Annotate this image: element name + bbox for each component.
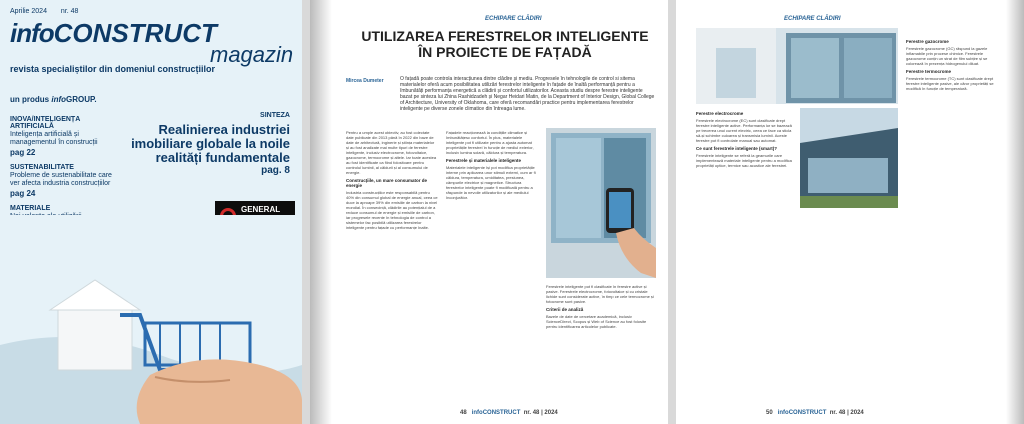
producer-prefix: un produs (10, 95, 50, 104)
article-column-3 (546, 284, 656, 404)
page3-column-2 (800, 108, 898, 406)
footer-brand: infoCONSTRUCT (777, 410, 827, 416)
page-spine-shadow (1006, 0, 1024, 424)
page-number: 50 (766, 410, 773, 416)
section-heading: INOVA/INTELIGENȚA ARTIFICIALĂ (10, 116, 80, 130)
section-page: pag 22 (10, 148, 36, 157)
article-title: UTILIZAREA FERESTRELOR INTELIGENTE ÎN PROIECTE DE FAȚADĂ (361, 28, 649, 60)
section-heading: MATERIALE (10, 205, 51, 212)
paragraph: Bazele de date de cercetare academică, inclusiv ScienceDirect, Scopus și Web of Science au fost folosite pentru identificarea articolelor publicate. (546, 314, 647, 329)
paragraph: Ferestrele inteligente pot fi clasificate în ferestre active și pasive. Ferestrele electrocrome, fotovoltaice și cu cristale lichide sunt considerate active, în timp ce cele termocrome și fotocrome sunt pasive. (546, 284, 654, 304)
page-footer (766, 410, 864, 416)
article-category: ECHIPARE CLĂDIRI (784, 16, 841, 22)
cover-illustration (0, 215, 302, 424)
page-footer (460, 410, 558, 416)
producer-group: GROUP. (66, 95, 97, 104)
ad-line1: GENERAL (241, 205, 281, 214)
section-heading: Criterii de analiză (546, 307, 584, 312)
article-page-48 (310, 0, 668, 424)
logo-tagline: revista specialiștilor din domeniul construcțiilor (10, 64, 216, 74)
paragraph: Ferestrele inteligente se referă la geamurile care implementează materiale inteligente pentru a modifica proprietăți optice, termice sau acustice ale ferestrei. (696, 153, 792, 168)
article-column-1 (346, 130, 438, 405)
logo-info: info (10, 18, 54, 48)
modern-building-photo (800, 108, 898, 208)
magazine-logo (10, 18, 295, 96)
producer-band (0, 92, 302, 108)
article-lead: O fațadă poate controla interacțiunea dintre clădire și mediu. Progresele în tehnologile de control si sitema materialelor oferă acum posibilitatea utilizări ferestrelor inteligente în fațade de înaltă performanță pentru a îmbunătăți performanța energetică a clădirii și confortul utilizatorilor. Aceasta studiu despre ferestre inteligente bazat pe sinteza lui Zhina Rashidzadeh și Negar Heidari Matin, de la Department of Interior Design, Global College of Architecture, University of Oklahoma, care oferă recomandări practice pentru implementarea ferestrelor inteligente pe diverse zonele climatice din întreaga lume. (400, 76, 655, 112)
article-category: ECHIPARE CLĂDIRI (485, 16, 542, 22)
logo-construct: CONSTRUCT (53, 18, 217, 48)
paragraph: Materialele inteligente își pot modifica proprietățile interne prin aplicarea unor stimuli externi, cum ar fi căldura, temperatura, umiditatea, presiunea, câmpurile electrice și magnetice. Structura ferestrelor inteligente poate fi modificată pentru a răspunde la nevoile utilizatorilor și ale mediului înconjurător. (446, 165, 536, 200)
cover-feature (122, 112, 298, 176)
footer-brand: infoCONSTRUCT (471, 410, 521, 416)
magazine-cover (0, 0, 302, 424)
article-author: Mircea Dumeter (346, 78, 384, 84)
footer-issue: nr. 48 | 2024 (523, 410, 558, 416)
section-heading: Construcțiile, un mare consumator de energie (346, 178, 428, 188)
paragraph: Ferestrele gazocrome (GC) răspund la gazele inflamabile prin procese chimice. Ferestrele gazocrome conțin un strat de film subțire și se colorează în prezența hidrogenului diluat. (906, 46, 988, 66)
smart-window-photo (546, 128, 656, 278)
issue-date: Aprilie 2024 (10, 8, 47, 15)
section-heading: Ferestrele și materialele inteligente (446, 158, 522, 163)
section-desc: Probleme de sustenabilitate care ver afecta industria construcțiilor (10, 172, 112, 187)
section-page: pag 24 (10, 189, 36, 198)
footer-issue: nr. 48 | 2024 (829, 410, 864, 416)
logo-magazin: magazin (210, 42, 294, 67)
section-heading: Ce sunt ferestrele inteligente (smart)? (696, 146, 778, 151)
issue-line (10, 8, 292, 15)
paragraph: Industria construcțiilor este responsabilă pentru 40% din consumul global de energie anual, ceea ce duce la aproape 39% din emisiile de carbon la nivel mondial. În consecință, clădirile au potențialul de a reduce consumul de energie și emisiile de carbon, iar progresele recente în tehnologia de control a sistemelor fac posibilă utilizarea ferestrelor inteligente pentru fațade cu performanțe înalte. (346, 190, 438, 230)
cover-section (0, 112, 122, 160)
paragraph: Pentru a umple acest obiectiv, au fost colectate date publicate din 2013 până în 2022 din baze de date de arhitectură, inginerie și știința materialelor și au fost analizate mai multe tipuri de ferestre inteligente, inclusiv electrocrome, fotovoltaice, gazocrome, termocrome și altele. Iar toate acestea au fost identificate ca fiind folositoare pentru controlul luminii, al căldurii și al consumului de energie. (346, 130, 437, 175)
section-heading: Ferestre termocrome (906, 69, 952, 74)
producer-name: info (51, 95, 67, 104)
section-heading: Ferestre electrocrome (696, 111, 744, 116)
feature-page: pag. 8 (261, 165, 290, 176)
article-column-2 (446, 130, 538, 405)
paragraph: Ferestrele termocrome (TC) sunt clasificate drept ferestre inteligente pasive, ale căror proprietăți se modifică în funcție de temperatură. (906, 76, 994, 91)
article-page-50 (676, 0, 1024, 424)
paragraph: Fațadele reacționează la condițiile climatice și îmbunătățesc confortul. În plus, materialele inteligente pot fi utilizate pentru a ajusta automat proprietățile ferestrei în funcție de mediul exterior, inclusiv lumina solară, căldura și temperatura. (446, 130, 534, 155)
section-heading: Ferestre gazocrome (906, 39, 949, 44)
feature-tag: SINTEZA (260, 112, 290, 119)
paragraph: Ferestrele electrocrome (EC) sunt clasificate drept ferestre inteligente active. Performanța lor se bazează pe trecerea unui curent electric, ceea ce face ca sticla să-și schimbe culoarea și transmisia luminii. Aceste ferestre pot fi controlate manual sau automat. (696, 118, 792, 143)
issue-number: nr. 48 (60, 8, 79, 15)
page-number: 48 (460, 410, 467, 416)
section-desc: Inteligența artificială și managementul în construcții (10, 131, 98, 146)
feature-title: Realinierea industriei imobiliare globale la noile realități fundamentale (131, 122, 290, 165)
cover-section (0, 160, 122, 201)
window-facade-photo (696, 28, 898, 104)
section-heading: SUSTENABILITATE (10, 164, 74, 171)
page3-column-3 (906, 36, 1004, 406)
page-spine-shadow (310, 0, 332, 424)
page3-column-1 (696, 108, 794, 406)
